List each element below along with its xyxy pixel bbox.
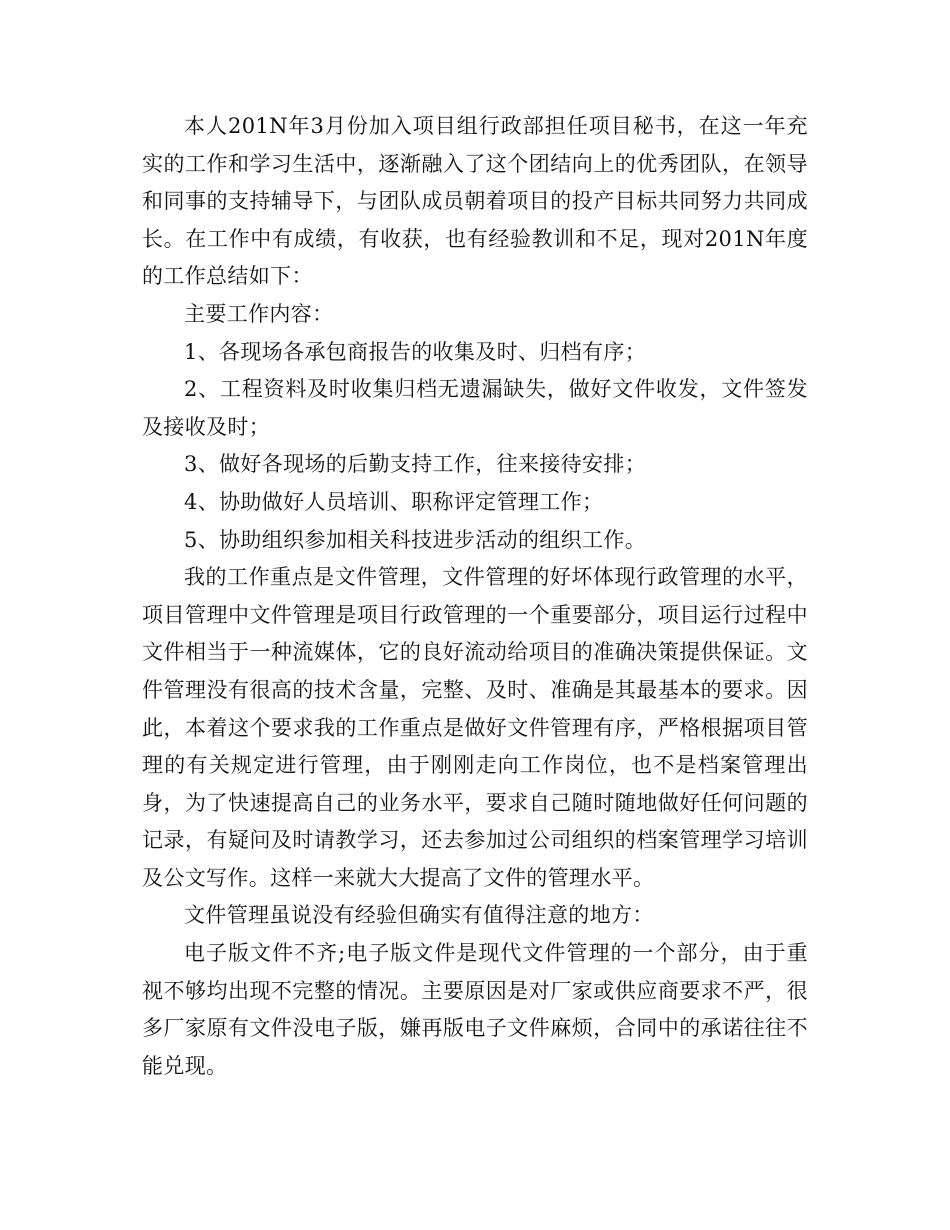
list-item-2: 2、工程资料及时收集归档无遗漏缺失，做好文件收发，文件签发及接收及时； bbox=[142, 377, 808, 439]
list-item-3: 3、做好各现场的后勤支持工作，往来接待安排； bbox=[184, 452, 647, 477]
paragraph-file-management: 我的工作重点是文件管理，文件管理的好坏体现行政管理的水平，项目管理中文件管理是项目行政管理的一个重要部分，项目运行过程中文件相当于一种流媒体，它的良好流动给项目的准确决策提供保证。文件管理没有很高的技术含量，完整、及时、准确是其最基本的要求。因此，本着这个要求我的工作重点是做好文件管理有序，严格根据项目管理的有关规定进行管理，由于刚刚走向工作岗位，也不是档案管理出身，为了快速提高自己的业务水平，要求自己随时随地做好任何问题的记录，有疑问及时请教学习，还去参加过公司组织的档案管理学习培训及公文写作。这样一来就大大提高了文件的管理水平。 bbox=[142, 565, 808, 890]
list-item-1: 1、各现场各承包商报告的收集及时、归档有序； bbox=[184, 339, 647, 364]
list-item-4: 4、协助做好人员培训、职称评定管理工作； bbox=[184, 489, 604, 514]
paragraph-main-work-heading: 主要工作内容： bbox=[184, 301, 334, 326]
paragraph-notes-heading: 文件管理虽说没有经验但确实有值得注意的地方： bbox=[184, 903, 654, 928]
list-item-5: 5、协助组织参加相关科技进步活动的组织工作。 bbox=[184, 527, 647, 552]
paragraph-electronic-files: 电子版文件不齐;电子版文件是现代文件管理的一个部分，由于重视不够均出现不完整的情况。主要原因是对厂家或供应商要求不严，很多厂家原有文件没电子版，嫌再版电子文件麻烦，合同中的承诺往往不能兑现。 bbox=[142, 941, 808, 1078]
document-body bbox=[142, 108, 808, 1085]
paragraph-intro: 本人201N年3月份加入项目组行政部担任项目秘书，在这一年充实的工作和学习生活中，逐渐融入了这个团结向上的优秀团队，在领导和同事的支持辅导下，与团队成员朝着项目的投产目标共同努力共同成长。在工作中有成绩，有收获，也有经验教训和不足，现对201N年度的工作总结如下： bbox=[142, 114, 808, 289]
